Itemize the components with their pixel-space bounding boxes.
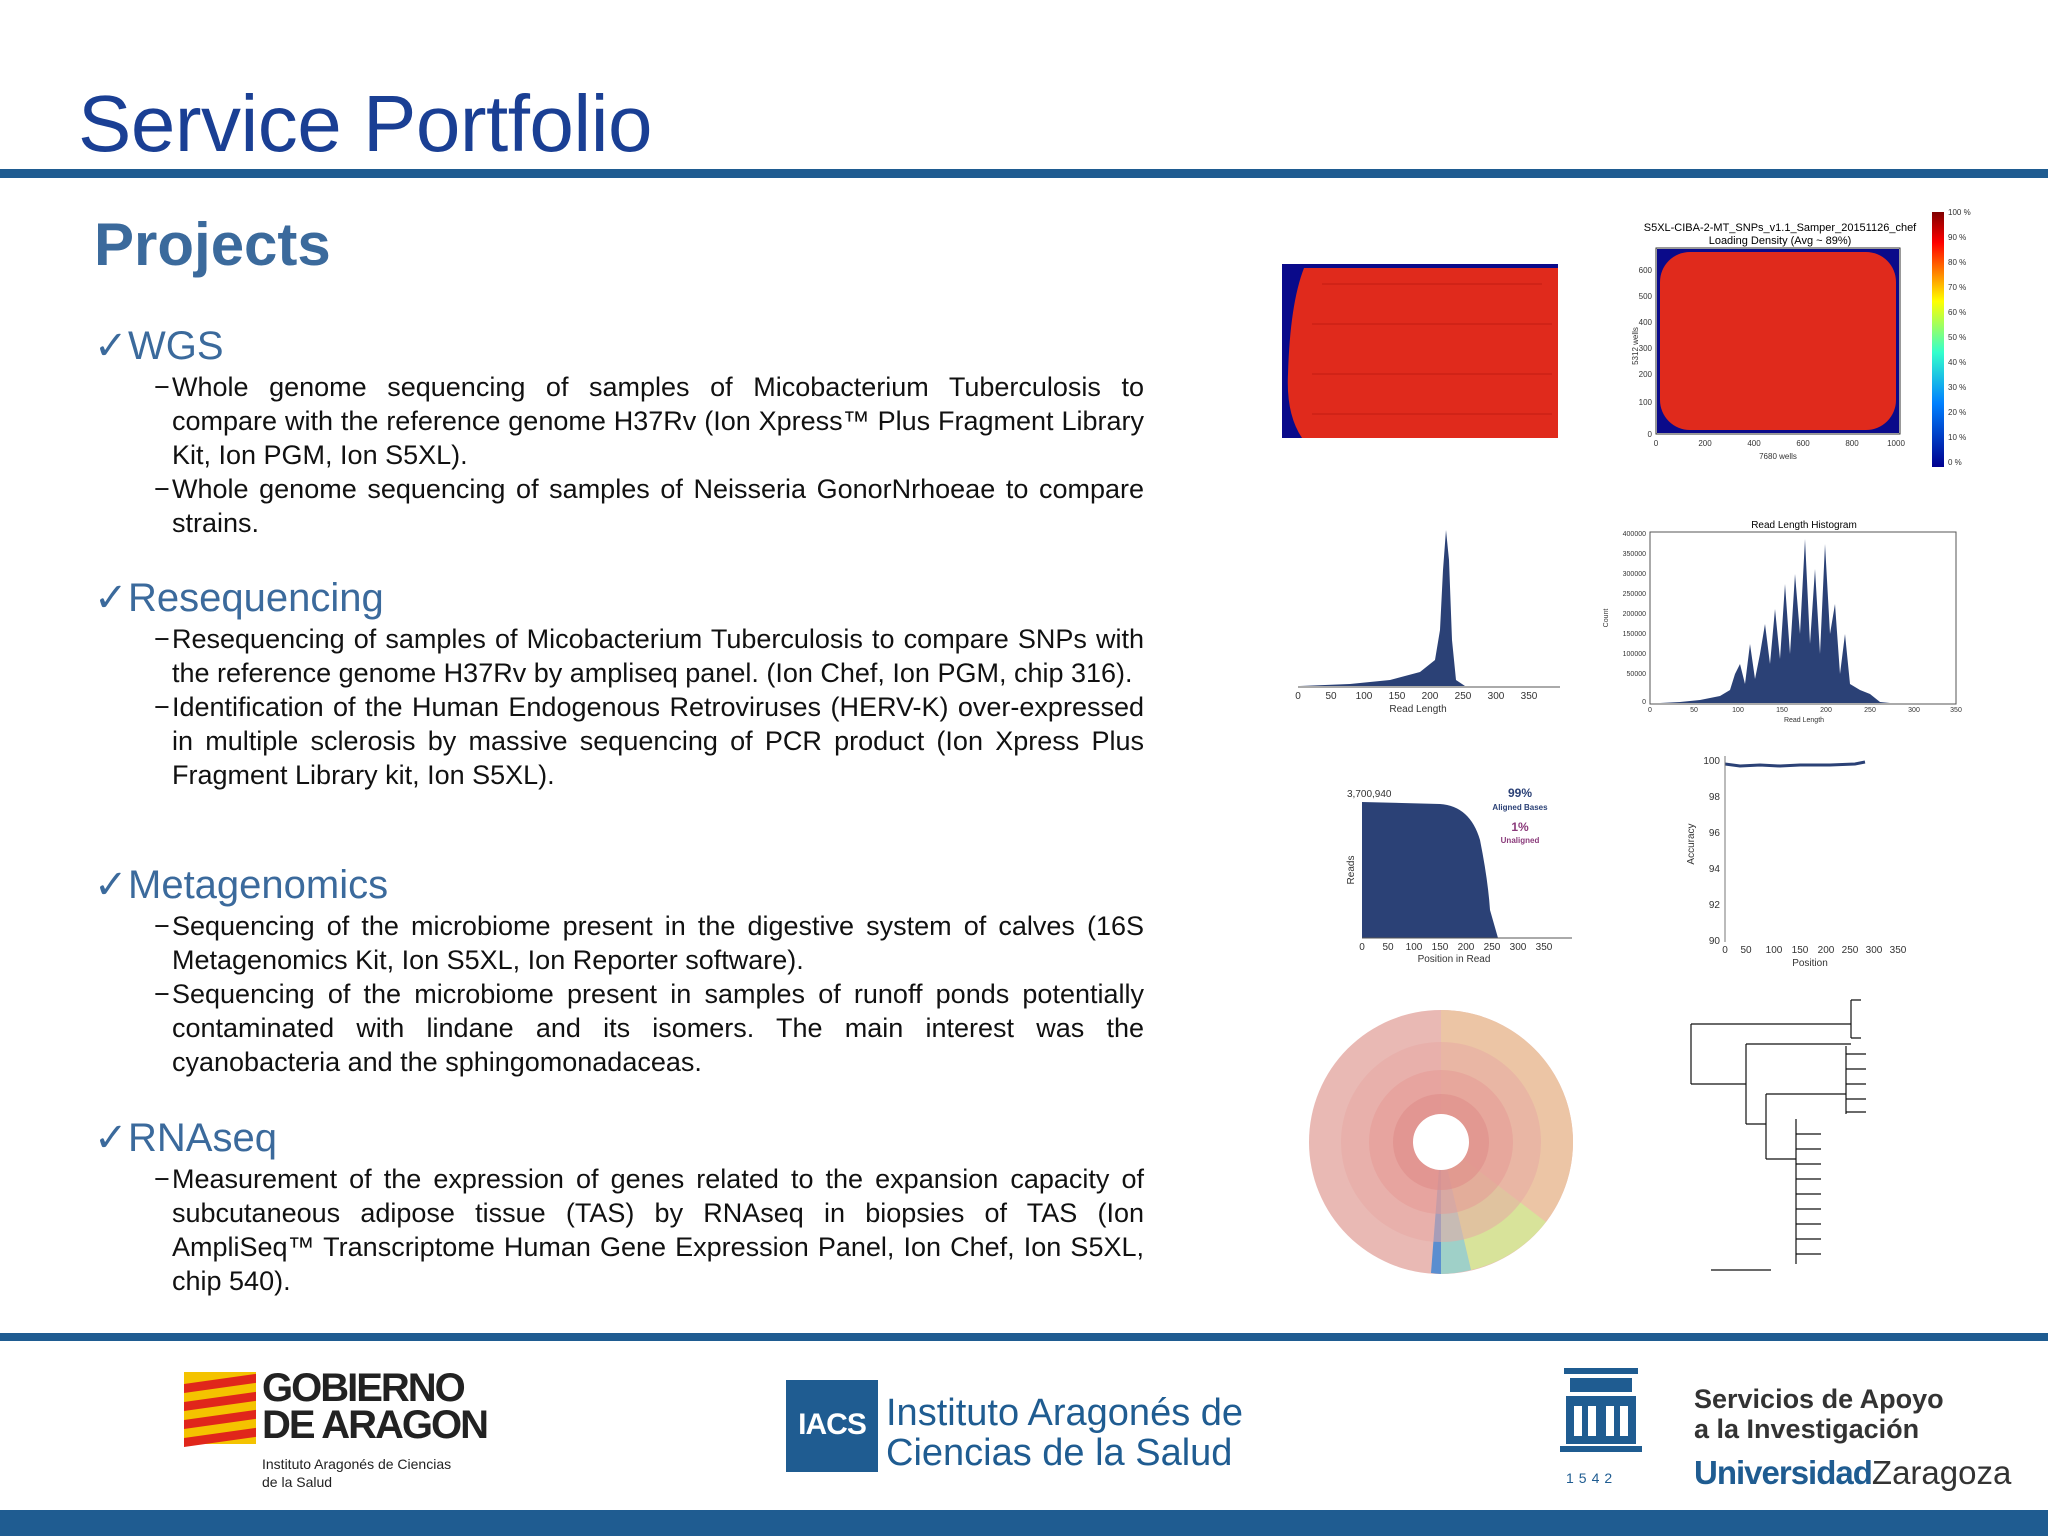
bottom-bar xyxy=(0,1510,2048,1536)
x-axis-label: 7680 wells xyxy=(1759,452,1797,461)
x-tick-label: 150 xyxy=(1388,691,1406,702)
university-year: 1542 xyxy=(1566,1470,1618,1486)
reads-count: 3,700,940 xyxy=(1347,789,1392,800)
x-tick-label: 300 xyxy=(1865,945,1883,956)
colorbar-tick: 100 % xyxy=(1948,208,1971,217)
dash-icon: − xyxy=(154,1164,170,1194)
colorbar-tick: 30 % xyxy=(1948,383,1967,392)
iacs-logo-line1: Instituto Aragonés de xyxy=(886,1392,1244,1434)
y-tick-label: 300 xyxy=(1638,344,1652,353)
x-tick-label: 350 xyxy=(1520,691,1538,702)
y-tick-label: 500 xyxy=(1638,292,1652,301)
accuracy-chart xyxy=(1680,744,1910,970)
list-item: − Resequencing of samples of Micobacterium Tuberculosis to compare SNPs with the reference genome H37Rv by ampliseq panel. (Ion Chef, Ion PGM, chip 316). xyxy=(154,624,1144,688)
list-item: − Identification of the Human Endogenous Retroviruses (HERV-K) over-expressed in multiple sclerosis by massive sequencing of PCR product (Ion Xpress Plus Fragment Library kit, Ion S5XL). xyxy=(154,692,1144,790)
checkmark-icon: ✓ xyxy=(94,324,128,368)
colorbar-tick: 0 % xyxy=(1948,458,1962,467)
y-tick-label: 90 xyxy=(1708,936,1720,947)
colorbar-tick: 90 % xyxy=(1948,233,1967,242)
x-tick-label: 50 xyxy=(1740,945,1752,956)
unizar-brand-light: Zaragoza xyxy=(1871,1454,2012,1491)
unizar-logo-line1: Servicios de Apoyo xyxy=(1694,1384,1944,1414)
x-axis-label: Position xyxy=(1792,958,1828,969)
x-tick-label: 150 xyxy=(1791,945,1809,956)
unaligned-percent: 1% xyxy=(1511,820,1529,834)
x-tick-label: 300 xyxy=(1509,942,1527,953)
dash-icon: − xyxy=(154,474,170,504)
y-axis-label: Reads xyxy=(1346,855,1357,885)
university-building-icon xyxy=(1556,1354,1646,1474)
checkmark-icon: ✓ xyxy=(94,576,128,620)
section-title-text: RNAseq xyxy=(128,1116,277,1160)
unaligned-label: Unaligned xyxy=(1500,836,1540,845)
krona-sunburst-chart xyxy=(1296,1010,1596,1280)
colorbar-tick: 20 % xyxy=(1948,408,1967,417)
y-tick-label: 0 xyxy=(1647,430,1652,439)
y-tick-label: 92 xyxy=(1708,900,1720,911)
list-item: − Sequencing of the microbiome present in samples of runoff ponds potentially contaminated with lindane and its isomers. The main interest was the cyanobacteria and the sphingomonadaceas. xyxy=(154,979,1144,1077)
x-tick-label: 150 xyxy=(1776,707,1788,714)
x-tick-label: 0 xyxy=(1295,691,1301,702)
y-tick-label: 0 xyxy=(1642,699,1646,706)
aligned-percent: 99% xyxy=(1507,786,1533,800)
iacs-badge xyxy=(786,1380,878,1472)
x-tick-label: 100 xyxy=(1765,945,1783,956)
section-resequencing xyxy=(94,574,1144,792)
y-tick-label: 100 xyxy=(1638,398,1652,407)
phylogenetic-tree-image xyxy=(1686,994,1896,1284)
dash-icon: − xyxy=(154,692,170,722)
iacs-logo-line2: Ciencias de la Salud xyxy=(886,1432,1233,1474)
dash-icon: − xyxy=(154,911,170,941)
x-tick-label: 100 xyxy=(1355,691,1373,702)
chart-subtitle: Loading Density (Avg ~ 89%) xyxy=(1708,235,1852,247)
x-tick-label: 350 xyxy=(1889,945,1907,956)
unizar-brand xyxy=(1694,1454,2011,1492)
read-length-distribution-chart xyxy=(1290,520,1580,714)
y-tick-label: 250000 xyxy=(1622,591,1646,598)
read-length-histogram-chart xyxy=(1600,514,1966,724)
x-tick-label: 50 xyxy=(1690,707,1698,714)
y-tick-label: 300000 xyxy=(1622,571,1646,578)
x-tick-label: 200 xyxy=(1421,691,1439,702)
y-tick-label: 50000 xyxy=(1626,671,1646,678)
y-tick-label: 400 xyxy=(1638,318,1652,327)
y-tick-label: 400000 xyxy=(1622,531,1646,538)
y-axis-label: Count xyxy=(1603,608,1610,628)
section-title xyxy=(94,322,1144,370)
unizar-brand-bold: Universidad xyxy=(1694,1454,1872,1491)
aragon-flag-icon xyxy=(184,1372,256,1444)
y-tick-label: 200 xyxy=(1638,370,1652,379)
list-item: − Whole genome sequencing of samples of Micobacterium Tuberculosis to compare with the reference genome H37Rv (Ion Xpress™ Plus Fragment Library Kit, Ion PGM, Ion S5XL). xyxy=(154,372,1144,470)
x-tick-label: 300 xyxy=(1487,691,1505,702)
y-tick-label: 98 xyxy=(1708,792,1720,803)
checkmark-icon: ✓ xyxy=(94,863,128,907)
x-tick-label: 150 xyxy=(1431,942,1449,953)
x-tick-label: 1000 xyxy=(1887,439,1905,448)
section-wgs xyxy=(94,322,1144,540)
gobierno-logo-sub2: de la Salud xyxy=(262,1474,333,1490)
section-title xyxy=(94,574,1144,622)
list-item: − Whole genome sequencing of samples of Neisseria GonorNrhoeae to compare strains. xyxy=(154,474,1144,538)
x-tick-label: 250 xyxy=(1483,942,1501,953)
section-metagenomics xyxy=(94,861,1144,1079)
section-title-text: Resequencing xyxy=(128,576,384,620)
x-tick-label: 200 xyxy=(1698,439,1712,448)
x-tick-label: 50 xyxy=(1325,691,1337,702)
section-title-text: WGS xyxy=(128,324,224,368)
iacs-badge-text: IACS xyxy=(798,1408,866,1441)
x-axis-label: Read Length xyxy=(1389,704,1447,715)
section-title xyxy=(94,861,1144,909)
gobierno-logo-line1: GOBIERNO xyxy=(262,1366,464,1410)
x-tick-label: 200 xyxy=(1457,942,1475,953)
colorbar-tick: 70 % xyxy=(1948,283,1967,292)
colorbar-tick: 40 % xyxy=(1948,358,1967,367)
x-tick-label: 250 xyxy=(1454,691,1472,702)
x-tick-label: 350 xyxy=(1950,707,1962,714)
colorbar xyxy=(1930,204,1980,468)
colorbar-tick: 10 % xyxy=(1948,433,1967,442)
colorbar-tick: 60 % xyxy=(1948,308,1967,317)
y-tick-label: 94 xyxy=(1708,864,1720,875)
x-tick-label: 200 xyxy=(1820,707,1832,714)
chart-title: Read Length Histogram xyxy=(1751,520,1857,531)
y-tick-label: 100 xyxy=(1703,756,1720,767)
x-tick-label: 0 xyxy=(1653,439,1659,448)
colorbar-tick: 80 % xyxy=(1948,258,1967,267)
x-tick-label: 400 xyxy=(1747,439,1761,448)
x-axis-label: Read Length xyxy=(1783,717,1825,724)
x-tick-label: 0 xyxy=(1648,707,1652,714)
footer-divider xyxy=(0,1333,2048,1341)
checkmark-icon: ✓ xyxy=(94,1116,128,1160)
dash-icon: − xyxy=(154,979,170,1009)
gobierno-logo-sub1: Instituto Aragonés de Ciencias xyxy=(262,1456,452,1472)
y-tick-label: 150000 xyxy=(1622,631,1646,638)
section-title-text: Metagenomics xyxy=(128,863,389,907)
y-tick-label: 350000 xyxy=(1622,551,1646,558)
dash-icon: − xyxy=(154,372,170,402)
y-tick-label: 96 xyxy=(1708,828,1720,839)
x-tick-label: 250 xyxy=(1841,945,1859,956)
x-tick-label: 200 xyxy=(1817,945,1835,956)
section-title xyxy=(94,1114,1144,1162)
x-tick-label: 0 xyxy=(1722,945,1728,956)
chip-heatmap-image xyxy=(1282,264,1558,438)
x-tick-label: 100 xyxy=(1405,942,1423,953)
x-tick-label: 350 xyxy=(1535,942,1553,953)
section-rnaseq xyxy=(94,1114,1144,1298)
x-tick-label: 300 xyxy=(1908,707,1920,714)
x-axis-label: Position in Read xyxy=(1417,954,1491,965)
x-tick-label: 800 xyxy=(1845,439,1859,448)
list-item: − Sequencing of the microbiome present in the digestive system of calves (16S Metagenomics Kit, Ion S5XL, Ion Reporter software). xyxy=(154,911,1144,975)
y-tick-label: 200000 xyxy=(1622,611,1646,618)
x-tick-label: 50 xyxy=(1382,942,1394,953)
dash-icon: − xyxy=(154,624,170,654)
slide-title: Service Portfolio xyxy=(78,79,652,168)
aligned-label: Aligned Bases xyxy=(1492,803,1548,812)
y-axis-label: Accuracy xyxy=(1686,823,1697,865)
title-divider xyxy=(0,169,2048,178)
y-tick-label: 600 xyxy=(1638,266,1652,275)
list-item: − Measurement of the expression of genes related to the expansion capacity of subcutaneous adipose tissue (TAS) by RNAseq in biopsies of TAS (Ion AmpliSeq™ Transcriptome Human Gene Expression Panel, Ion Chef, Ion S5XL, chip 540). xyxy=(154,1164,1144,1296)
loading-density-chart xyxy=(1630,206,1930,468)
x-tick-label: 0 xyxy=(1359,942,1365,953)
x-tick-label: 600 xyxy=(1796,439,1810,448)
aligned-bases-chart xyxy=(1340,780,1580,966)
x-tick-label: 100 xyxy=(1732,707,1744,714)
x-tick-label: 250 xyxy=(1864,707,1876,714)
gobierno-logo-line2: DE ARAGON xyxy=(262,1403,487,1447)
unizar-logo-line2: a la Investigación xyxy=(1694,1414,1920,1444)
y-axis-label: 5312 wells xyxy=(1631,327,1640,365)
colorbar-tick: 50 % xyxy=(1948,333,1967,342)
y-tick-label: 100000 xyxy=(1622,651,1646,658)
projects-heading: Projects xyxy=(94,211,331,278)
chart-title: S5XL-CIBA-2-MT_SNPs_v1.1_Samper_20151126_chef xyxy=(1643,222,1917,234)
